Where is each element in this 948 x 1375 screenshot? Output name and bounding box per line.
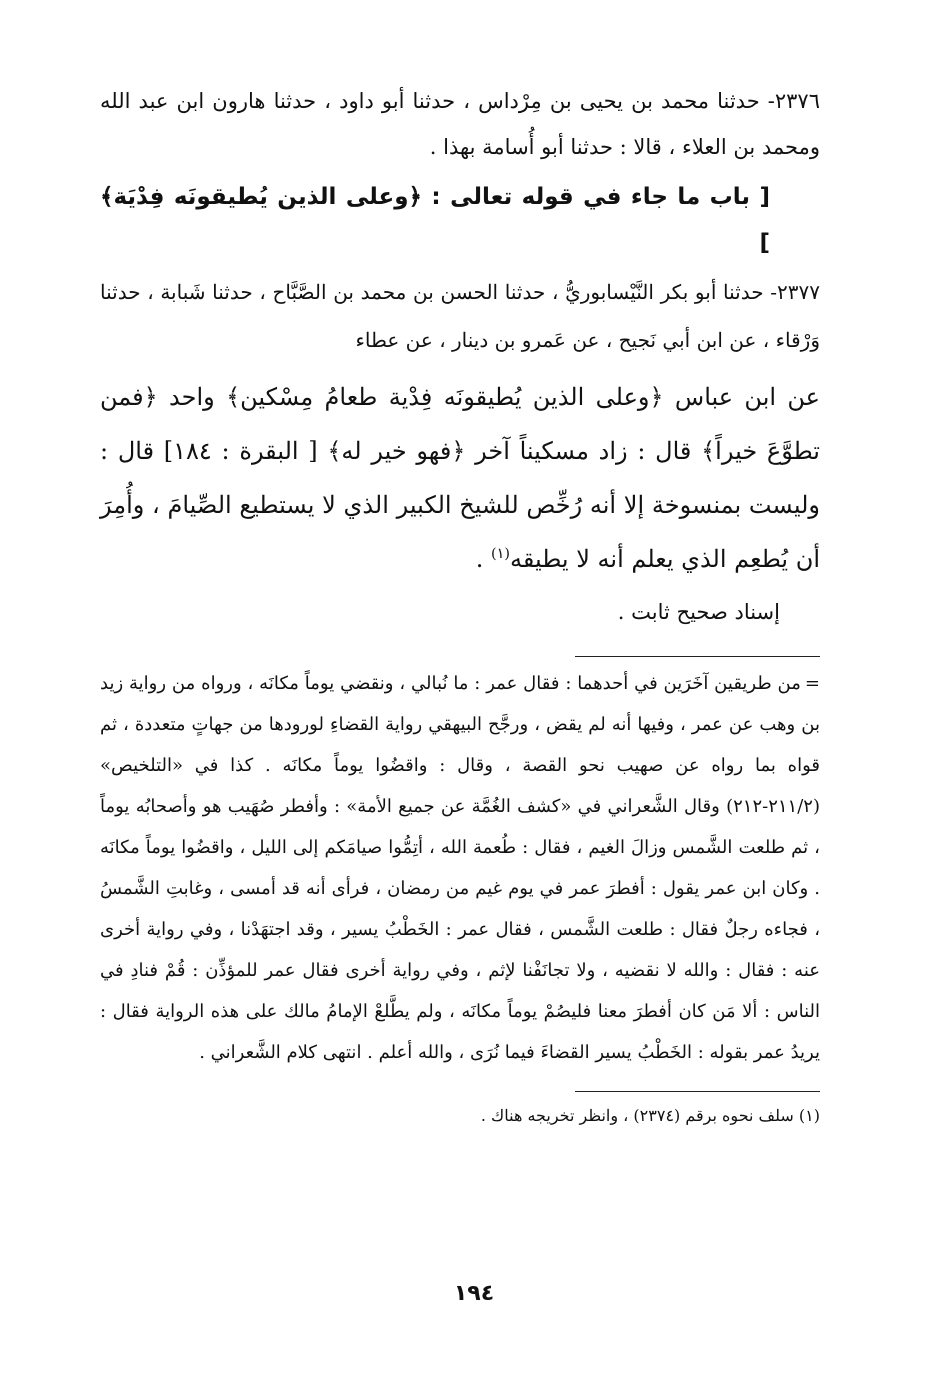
hadith-2376: ٢٣٧٦- حدثنا محمد بن يحيى بن مِرْداس ، حدثنا أبو داود ، حدثنا هارون ابن عبد الله ومحمد بن العلاء ، قالا : حدثنا أبو أُسامة بهذا . bbox=[100, 89, 820, 159]
hadith-2377-end: . bbox=[475, 545, 491, 573]
hadith-2377-isnad: ٢٣٧٧- حدثنا أبو بكر النَّيْسابوريُّ ، حدثنا الحسن بن محمد بن الصَّبَّاح ، حدثنا شَبابة ، حدثنا وَرْقاء ، عن ابن أبي نَجيح ، عن عَمرو بن دينار ، عن عطاء bbox=[100, 280, 820, 352]
footnote-1: (١) سلف نحوه برقم (٢٣٧٤) ، وانظر تخريجه هناك . bbox=[480, 1106, 820, 1125]
book-page bbox=[100, 78, 820, 1318]
hadith-2377-body: عن ابن عباس ﴿وعلى الذين يُطيقونَه فِدْية طعامُ مِسْكين﴾ واحد ﴿فمن تطوَّعَ خيراً﴾ قال : زاد مسكيناً آخر ﴿فهو خير له﴾ [ البقرة : ١٨٤] قال : وليست بمنسوخة إلا أنه رُخِّص للشيخ الكبير الذي لا يستطيع الصِّيامَ ، وأُمِرَ أن يُطعِم الذي يعلم أنه لا يطيقه bbox=[100, 383, 820, 573]
footnote-continuation-text: من طريقين آخَرَين في أحدهما : فقال عمر : ما نُبالي ، ونقضي يوماً مكانَه ، ورواه من رواية زيد بن وهب عن عمر ، وفيها أنه لم يقض ، ورجَّح البيهقي رواية القضاءِ لورودها من جهاتٍ متعددة ، ثم قواه بما رواه عن صهيب نحو القصة ، وقال : واقضُوا يوماً مكانَه . كذا في «التلخيص» (٢١١/٢-٢١٢) وقال الشَّعراني في «كشف الغُمَّة عن جميع الأمة» : وأفطر صُهَيب هو وأصحابُه يوماً ، ثم طلعت الشَّمس وزالَ الغيم ، فقال : طُعمة الله ، أتِمُّوا صيامَكم إلى الليل ، واقضُوا يوماً مكانَه . وكان ابن عمر يقول : أفطرَ عمر في يوم غيم من رمضان ، فرأى أنه قد أمسى ، وغابتِ الشَّمسُ ، فجاءه رجلٌ فقال : طلعت الشَّمس ، فقال عمر : الخَطْبُ يسير ، وقد اجتهَدْنا ، وفي رواية أخرى عنه : فقال : والله لا نقضيه ، ولا تجانَفْنا لإثم ، وفي رواية أخرى فقال عمر للمؤذِّن : قُمْ فنادِ في الناس : ألا مَن كان أفطرَ معنا فليصُمْ يوماً مكانَه ، ولم يطَّلعْ الإمامُ مالك على هذه الرواية فقال : يريدُ عمر بقوله : الخَطْبُ يسير القضاءَ فيما نُرَى ، والله أعلم . انتهى كلام الشَّعراني . bbox=[100, 673, 820, 1063]
footnote-divider bbox=[575, 656, 820, 657]
footnote-continuation bbox=[100, 663, 820, 1073]
page-number: ١٩٤ bbox=[453, 1281, 495, 1306]
continuation-mark: = bbox=[804, 673, 820, 694]
footnote-divider-2 bbox=[575, 1091, 820, 1092]
hadith-2377-text bbox=[100, 370, 820, 586]
footnote-reference: (١) bbox=[490, 546, 510, 562]
chapter-heading: [ باب ما جاء في قوله تعالى : ﴿وعلى الذين يُطيقونَه فِدْيَة﴾ ] bbox=[100, 184, 770, 256]
isnad-grade: إسناد صحيح ثابت . bbox=[617, 600, 780, 624]
